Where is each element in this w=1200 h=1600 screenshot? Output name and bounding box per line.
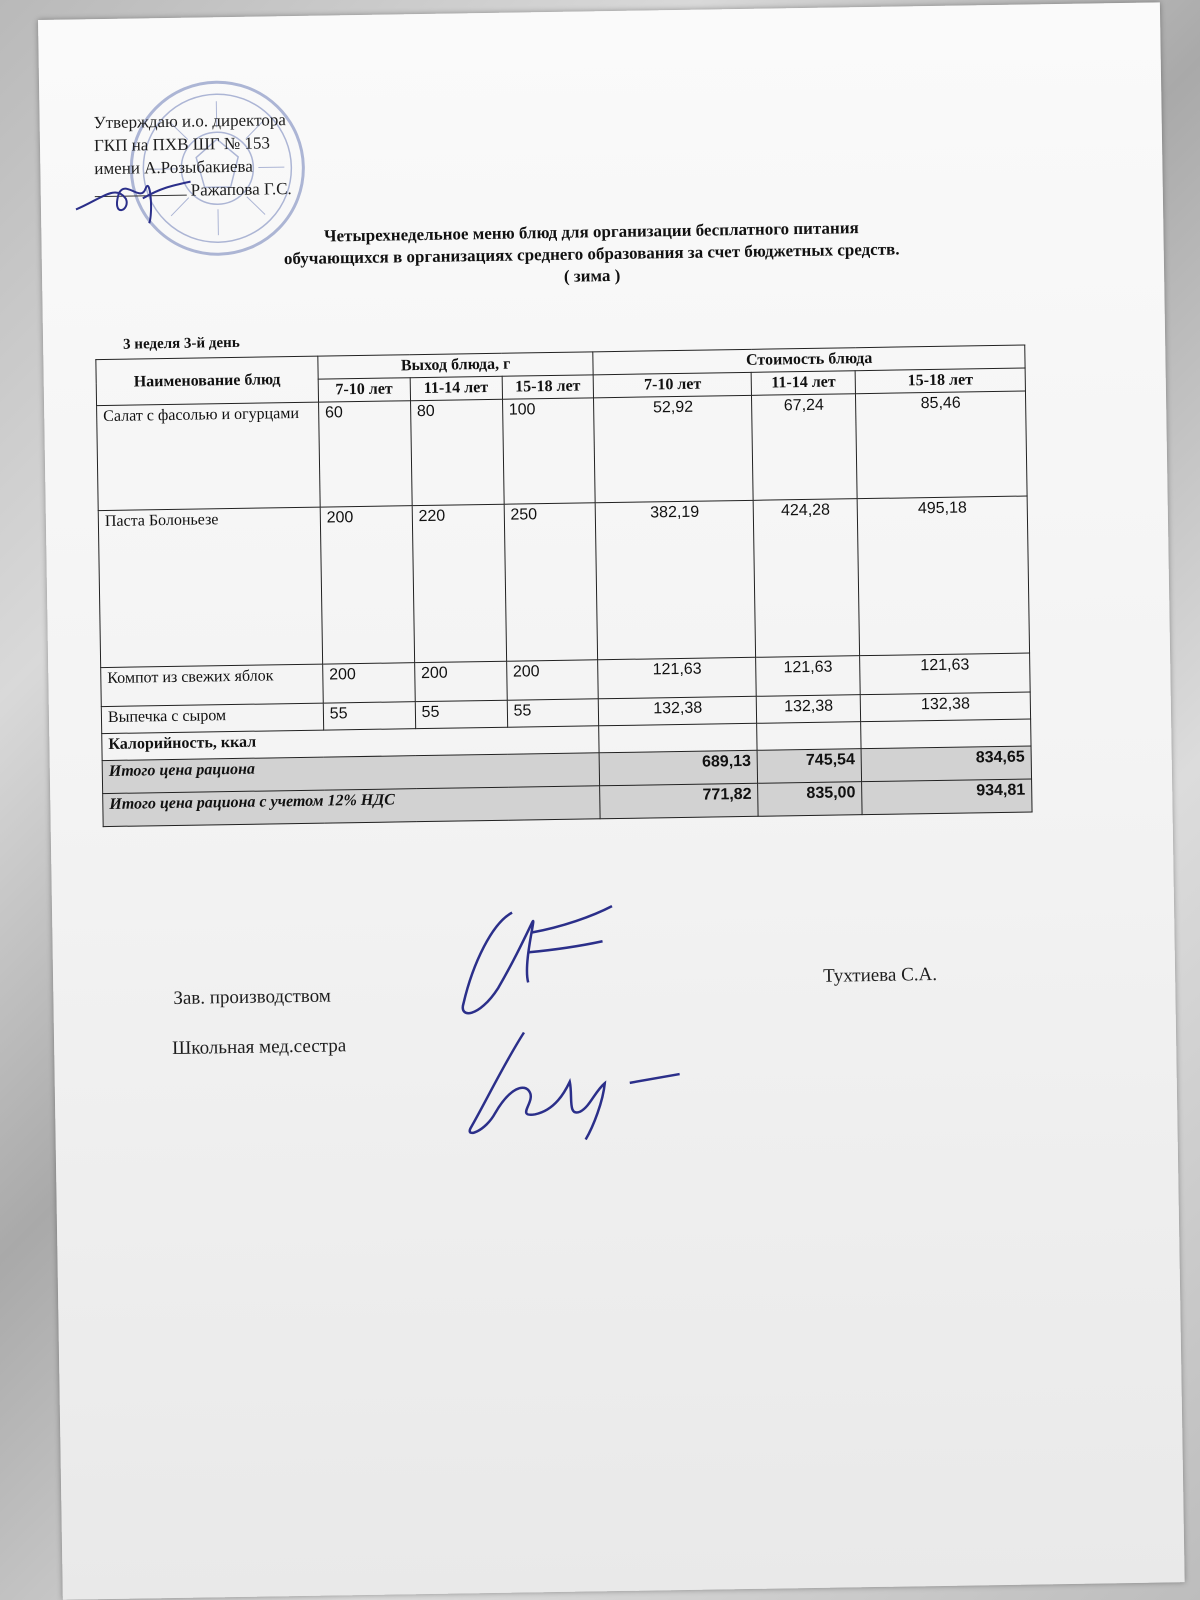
dish-name: Компот из свежих яблок xyxy=(101,664,323,706)
cost-cell: 132,38 xyxy=(756,695,860,724)
calories-label: Калорийность, ккал xyxy=(102,726,600,761)
table-row xyxy=(98,496,1029,668)
nurse-label: Школьная мед.сестра xyxy=(172,1035,347,1060)
cost-cell: 67,24 xyxy=(752,394,858,501)
production-head-signature xyxy=(452,891,634,1034)
cost-cell: 132,38 xyxy=(599,696,757,725)
approval-line: Утверждаю и.о. директора xyxy=(93,110,287,133)
header-age: 15-18 лет xyxy=(855,368,1025,394)
calories-cell xyxy=(599,723,757,752)
yield-cell: 100 xyxy=(502,398,596,504)
nurse-signature xyxy=(454,1020,696,1144)
dish-name: Выпечка с сыром xyxy=(101,703,323,733)
header-age: 11-14 лет xyxy=(410,376,502,400)
title-line: обучающихся в организациях среднего образования за счет бюджетных средств. xyxy=(283,239,900,269)
approval-line: имени А.Розыбакиева xyxy=(94,156,253,179)
cost-cell: 132,38 xyxy=(860,692,1030,722)
production-head-label: Зав. производством xyxy=(173,985,332,1009)
vat-total-value: 934,81 xyxy=(862,779,1032,815)
yield-cell: 80 xyxy=(410,399,504,505)
yield-cell: 55 xyxy=(323,702,415,730)
cost-cell: 382,19 xyxy=(596,500,756,659)
yield-cell: 200 xyxy=(506,660,598,700)
header-age: 7-10 лет xyxy=(318,378,410,402)
total-value: 745,54 xyxy=(757,749,861,784)
total-value: 689,13 xyxy=(600,750,758,785)
cost-cell: 121,63 xyxy=(598,657,756,698)
title-line: Четырехнедельное меню блюд для организации бесплатного питания xyxy=(323,218,859,246)
total-value: 834,65 xyxy=(861,746,1031,782)
director-name: Ражапова Г.С. xyxy=(190,179,292,200)
header-dish-name: Наименование блюд xyxy=(96,356,318,405)
menu-table xyxy=(95,345,1032,828)
yield-cell: 200 xyxy=(322,663,414,703)
vat-total-label: Итого цена рациона с учетом 12% НДС xyxy=(103,786,601,827)
calories-cell xyxy=(757,722,861,751)
yield-cell: 60 xyxy=(318,401,412,507)
header-cost-group: Стоимость блюда xyxy=(593,345,1025,375)
table-row xyxy=(97,391,1028,511)
yield-cell: 220 xyxy=(412,504,506,662)
yield-cell: 200 xyxy=(414,661,506,701)
production-head-name: Тухтиева С.А. xyxy=(822,963,938,987)
vat-total-value: 771,82 xyxy=(600,783,758,818)
week-day-label: 3 неделя 3-й день xyxy=(122,334,240,353)
cost-cell: 495,18 xyxy=(857,496,1029,656)
yield-cell: 250 xyxy=(504,503,598,661)
menu-title xyxy=(191,215,992,294)
vat-total-value: 835,00 xyxy=(758,782,862,817)
yield-cell: 55 xyxy=(415,700,507,728)
yield-cell: 200 xyxy=(320,506,414,664)
yield-cell: 55 xyxy=(507,699,599,727)
director-signature xyxy=(70,167,201,229)
cost-cell: 85,46 xyxy=(856,391,1027,499)
header-age: 7-10 лет xyxy=(594,372,752,397)
header-age: 15-18 лет xyxy=(502,375,594,399)
calories-cell xyxy=(861,719,1031,749)
approval-line: ГКП на ПХВ ШГ № 153 xyxy=(93,133,271,156)
header-age: 11-14 лет xyxy=(751,371,855,396)
dish-name: Паста Болоньезе xyxy=(98,507,322,667)
cost-cell: 52,92 xyxy=(594,395,753,502)
header-yield-group: Выход блюда, г xyxy=(318,352,594,379)
cost-cell: 121,63 xyxy=(756,656,861,697)
dish-name: Салат с фасолью и огурцами xyxy=(97,402,320,510)
cost-cell: 424,28 xyxy=(753,499,859,658)
title-season: ( зима ) xyxy=(563,265,621,286)
document-sheet xyxy=(38,2,1185,1599)
total-label: Итого цена рациона xyxy=(102,753,600,794)
cost-cell: 121,63 xyxy=(860,653,1030,695)
